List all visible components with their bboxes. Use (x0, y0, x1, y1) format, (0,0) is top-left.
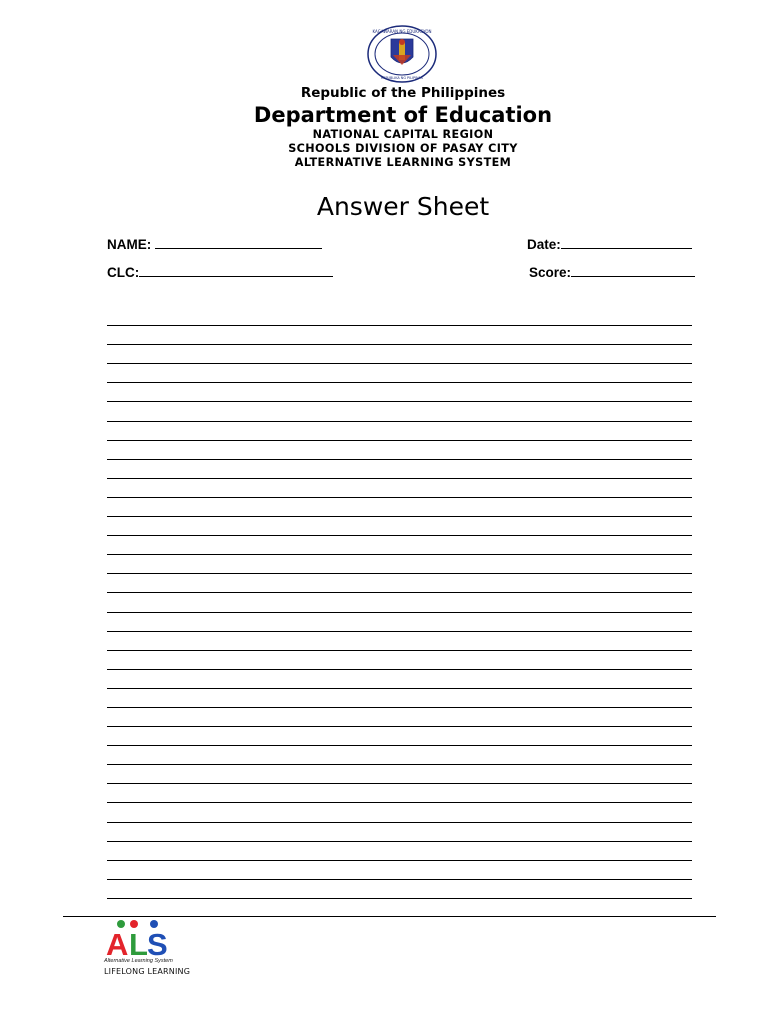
als-logo-letter-l: L (129, 927, 148, 962)
name-field (107, 235, 322, 252)
footer-divider (63, 916, 716, 917)
answer-line[interactable] (107, 498, 692, 517)
answer-line[interactable] (107, 670, 692, 689)
deped-seal-logo (366, 25, 438, 83)
header-program: ALTERNATIVE LEARNING SYSTEM (294, 156, 512, 169)
answer-line[interactable] (107, 880, 692, 899)
seal-ring-text-top: KAGAWARAN NG EDUKASYON (372, 29, 432, 34)
answer-line[interactable] (107, 708, 692, 727)
date-field (527, 235, 692, 252)
answer-line[interactable] (107, 746, 692, 765)
answer-line[interactable] (107, 326, 692, 345)
name-blank[interactable] (155, 235, 322, 249)
answer-line[interactable] (107, 632, 692, 651)
score-label: Score: (529, 265, 572, 280)
answer-line[interactable] (107, 613, 692, 632)
als-tagline: LIFELONG LEARNING (104, 967, 191, 976)
answer-line[interactable] (107, 460, 692, 479)
header-department: Department of Education (253, 103, 553, 127)
answer-line[interactable] (107, 842, 692, 861)
answer-line[interactable] (107, 345, 692, 364)
answer-line[interactable] (107, 479, 692, 498)
als-logo-subtitle: Alternative Learning System (104, 958, 173, 964)
header-region: NATIONAL CAPITAL REGION (312, 128, 494, 141)
score-blank[interactable] (571, 263, 695, 277)
answer-line[interactable] (107, 651, 692, 670)
answer-line[interactable] (107, 861, 692, 880)
header-republic: Republic of the Philippines (300, 85, 506, 101)
answer-line[interactable] (107, 765, 692, 784)
answer-lines (107, 307, 692, 899)
answer-line[interactable] (107, 727, 692, 746)
answer-line[interactable] (107, 784, 692, 803)
answer-line[interactable] (107, 555, 692, 574)
answer-line[interactable] (107, 574, 692, 593)
date-blank[interactable] (561, 235, 692, 249)
answer-line[interactable] (107, 803, 692, 822)
answer-line[interactable] (107, 823, 692, 842)
als-logo-letter-s: S (147, 927, 168, 962)
name-label: NAME: (107, 237, 152, 252)
answer-line[interactable] (107, 383, 692, 402)
answer-line[interactable] (107, 364, 692, 383)
page-title: Answer Sheet (316, 192, 490, 221)
seal-ring-text-bottom: REPUBLIKA NG PILIPINAS (380, 76, 424, 80)
header-division: SCHOOLS DIVISION OF PASAY CITY (288, 142, 518, 155)
clc-blank[interactable] (139, 263, 333, 277)
clc-field (107, 263, 333, 280)
answer-line[interactable] (107, 536, 692, 555)
clc-label: CLC: (107, 265, 140, 280)
answer-line[interactable] (107, 689, 692, 708)
answer-line[interactable] (107, 593, 692, 612)
answer-line[interactable] (107, 422, 692, 441)
answer-line[interactable] (107, 441, 692, 460)
als-logo-letter-a: A (106, 927, 129, 962)
answer-line[interactable] (107, 307, 692, 326)
score-field (529, 263, 695, 280)
date-label: Date: (527, 237, 561, 252)
answer-line[interactable] (107, 517, 692, 536)
answer-line[interactable] (107, 402, 692, 421)
